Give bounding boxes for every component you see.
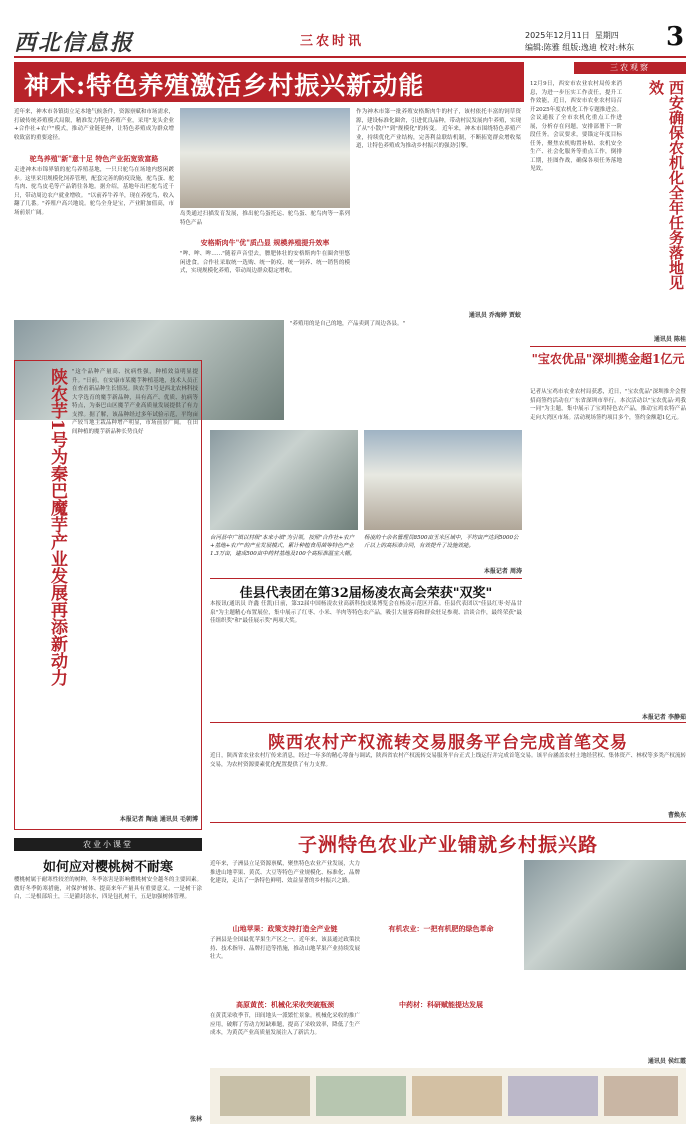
zizhou-subhead-apple: 山地苹果：政策支持打造全产业链 <box>232 924 338 933</box>
yangling-title: 佳县代表团在第32届杨凌农高会荣获"双奖" <box>239 586 493 601</box>
lead-photo-caption: 岛类通过扫描发育发展，推出驼鸟蛋托运、驼鸟蛋、驼鸟肉等一系列特色产品 <box>180 211 350 226</box>
zizhou-title: 子洲特色农业产业铺就乡村振兴路 <box>297 834 598 856</box>
ad-image-5 <box>604 1076 678 1116</box>
zizhou-subhead-herbs: 中药材：科研赋能提达发展 <box>399 1000 483 1009</box>
lead-body-4: 作为神木市第一批养殖安格斯肉牛的村子，该村依托丰富的饲草资源，建设标准化圈舍，引进优良品种，带动村民发展肉牛养殖，实现了从"小散户"到"规模化"的转变。 近年来，神木市围绕特色养殖产业，持续优化产业结构，完善利益联结机制，不断拓宽群众增收渠道，让特色养殖成为推动乡村振兴的强劲引擎。 <box>356 109 521 149</box>
west-story-byline: 通讯员 陈桂 <box>653 336 686 343</box>
service-byline: 曹焕东 <box>667 812 686 819</box>
zizhou-subhead-organic: 有机农业：一把有机肥的绿色革命 <box>388 924 494 933</box>
issue-date: 2025年12月11日 星期四 <box>525 31 619 40</box>
lead-body-1: 走进神木市锦界镇的驼鸟养殖基地，一只只驼鸟在场地内悠闲踱步。这里采用规模化饲养管理，配套完善的防疫设施，驼鸟蛋、驼鸟肉、驼鸟皮毛等产品销往各地。据介绍，基地年出栏驼鸟近千只，带动周边农户就业增收。 "以前养牛养羊，现在养驼鸟，收入翻了几番。"养殖户高兴地说。驼鸟全身是宝，产业附加值高，市场前景广阔。 <box>14 167 174 216</box>
mushroom-photo <box>210 430 358 530</box>
vertical-story-body: "这个品种产量高、抗病性强，种植效益明显提升。"日前，在安康市某魔芋种植基地，技术人员正在查看新品种生长情况。陕农芋1号是西北农林科技大学选育的魔芋新品种，具有高产、优质、抗病等特点，为秦巴山区魔芋产业高质量发展提供了有力支撑。据了解，该品种经过多年试验示范，平均亩产较当地主栽品种增产明显，市场前景广阔。 在田间种植的魔芋新品种长势良好 <box>72 369 198 435</box>
farming-column-body: 樱桃树属于耐寒性较差的树种，冬季冻害是影响樱桃树安全越冬的主要因素。做好冬季防寒措施，对保护树体、提高来年产量具有重要意义。一是树干涂白，二是根部培土，三是灌封冻水，四是包扎树干，五是加强树体管理。 <box>14 877 202 900</box>
products-body: 记者从宝鸡市农业农村局获悉，近日，"宝农优品"深圳推介会暨招商签约活动在广东省深圳市举行。本次活动以"宝农优品·鸡我一同"为主题，集中展示了宝鸡特色农产品，推动宝鸡农特产品走向大湾区市场。活动现场签约项目多个，签约金额超1亿元。 <box>530 389 686 421</box>
right-divider <box>530 346 686 347</box>
masthead-rule <box>14 56 686 58</box>
harvest-photo <box>524 860 686 970</box>
vertical-story-byline: 本报记者 陶迪 通讯员 毛朝博 <box>119 816 198 823</box>
products-title: "宝农优品"深圳揽金超1亿元 <box>531 352 685 366</box>
zizhou-body-2: 子洲县是全国最优苹果生产区之一。近年来，该县通过政策扶持、技术指导、品牌打造等措施，推动山地苹果产业持续发展壮大。 <box>210 937 360 960</box>
lead-subhead-cattle: 安格斯肉牛"优"质凸显 规模养殖提升效率 <box>200 238 330 247</box>
newspaper-logo: 西北信息报 <box>14 30 135 56</box>
west-story-body: 12月9日，西安市农业农村局传来消息，为进一步压实工作责任，提升工作效能，近日，西安市农业农村局召开2025年度农机化工作专题推进会。会议通报了全市农机化重点工作进展，分析存在问题，安排部署下一阶段任务。会议要求，要锚定年度目标任务，聚焦农机购置补贴、农机安全生产、社会化服务等重点工作，倒排工期，挂图作战，确保各项任务落地见效。 <box>530 81 622 172</box>
farming-column-tag: 农业小课堂 <box>14 838 202 851</box>
lead-sidebar-quote: "养殖用的是自己的地，产品卖到了周边各县。" <box>290 321 406 327</box>
factory-photo <box>364 430 522 530</box>
farming-column-byline: 张林 <box>189 1116 202 1123</box>
products-byline: 本报记者 李静茹 <box>641 714 686 721</box>
photos-caption-right: 杨凌的十余名管理员8500亩玉米区域中，平均亩产达到5000公斤以上的高标准合同，有效提升了设施效能。 <box>364 535 519 549</box>
lead-byline: 通讯员 乔海婷 贾蛟 <box>468 312 521 319</box>
zizhou-body-3: 在黄芪采收季节，田间地头一派繁忙景象。机械化采收的推广应用，破解了劳动力短缺难题，提高了采收效率，降低了生产成本，为黄芪产业高质量发展注入了新活力。 <box>210 1013 360 1036</box>
zizhou-rule <box>210 822 686 823</box>
farming-column-title: 如何应对樱桃树不耐寒 <box>42 860 173 875</box>
section-tag-observation: 三农观察 <box>574 62 686 74</box>
lead-headline: 神木:特色养殖激活乡村振兴新动能 <box>24 71 425 100</box>
service-rule <box>210 722 686 723</box>
lead-intro: 近年来，神木市各镇街立足本地气候条件，资源禀赋和市场需求，打破传统养殖模式局限，精准发力特色养殖产业，采用"龙头企业+合作社+农户"模式，推动产业链延伸，让特色养殖成为群众增收致富的重要途径。 <box>14 109 174 141</box>
ad-image-2 <box>316 1076 406 1116</box>
yangling-rule <box>210 578 522 579</box>
service-body: 近日，陕西省农业农村厅传来消息，经过一年多的精心筹备与调试，陕西省农村产权流转交易服务平台正式上线运行并完成首笔交易。该平台涵盖农村土地经营权、集体资产、林权等多类产权流转交易，为农村资源要素优化配置提供了有力支撑。 <box>210 753 686 768</box>
zizhou-body: 近年来，子洲县立足资源禀赋，聚焦特色农业产业发展，大力推进山地苹果、黄芪、大豆等特色产业规模化、标准化、品牌化建设，走出了一条特色鲜明、效益显著的乡村振兴之路。 <box>210 861 360 884</box>
ostrich-photo <box>180 108 350 208</box>
editors-line: 编辑:陈雅 组版:逸迪 校对:林东 <box>525 43 635 52</box>
zizhou-byline: 通讯员 侯红霞 <box>647 1058 686 1065</box>
photos-caption-left: 台河县中广镇以村级"本来小镇"为引领，按照"合作社+农户+基地+农户"的产业发展模式，累计种植食用菌等特色产业1.3万亩，建成500亩中药材基地及100个高标准温室大棚。 <box>210 535 356 557</box>
ad-image-1 <box>220 1076 310 1116</box>
zizhou-subhead-astragalus: 高原黄芪：机械化采收突破瓶颈 <box>236 1000 334 1009</box>
page-number: 3 <box>666 22 685 52</box>
section-title: 三农时讯 <box>300 34 365 49</box>
ad-image-3 <box>412 1076 502 1116</box>
lead-subhead-ostrich: 驼鸟养殖"新"意十足 特色产业拓宽致富路 <box>29 154 159 163</box>
yangling-body: 本报讯(通讯员 许鑫 任凯)日前，第32届中国杨凌农业高新科技成果博览会在杨凌示范区开幕。佳县代表团以"佳县红枣·好品甘泉"为主题精心布置展位，集中展示了红枣、小米、羊肉等特色农产品，吸引大量客商和群众驻足参观、洽谈合作，最终荣获"最佳组织奖"和"最佳展示奖"两项大奖。 <box>210 601 522 624</box>
vertical-story-title: 陕农芋1号为秦巴魔芋产业发展再添新动力 <box>47 368 67 686</box>
ad-image-4 <box>508 1076 598 1116</box>
photos-byline: 本报记者 周涛 <box>483 568 522 575</box>
west-story-title: 西安确保农机化全年任务落地见效 <box>647 80 685 290</box>
lead-body-3: "哞、哞、哞……"随着声音望去，膘肥体壮的安格斯肉牛在圈舍里悠闲进食。合作社采取统一选购、统一防疫、统一饲养、统一销售的模式，实现规模化养殖，带动周边群众稳定增收。 <box>180 251 350 274</box>
service-title: 陕西农村产权流转交易服务平台完成首笔交易 <box>268 733 628 753</box>
